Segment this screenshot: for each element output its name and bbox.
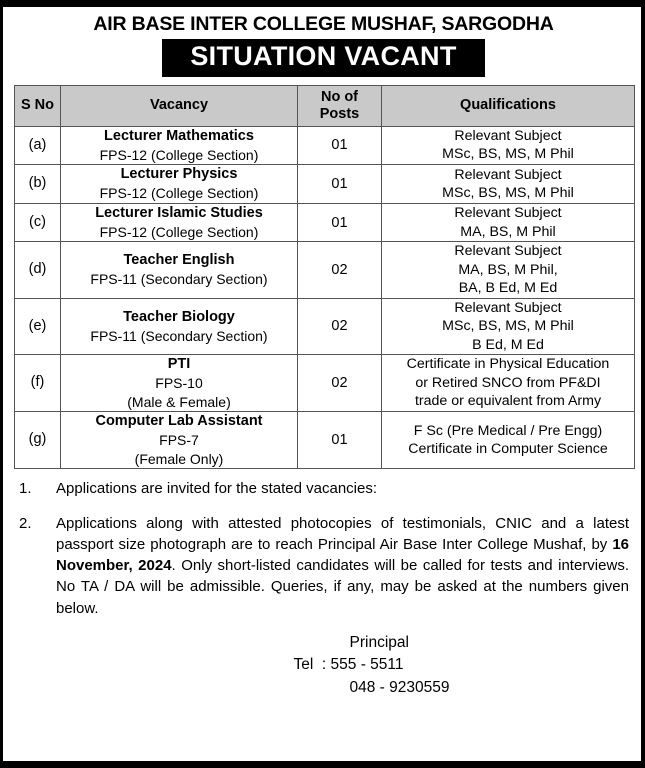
column-header-posts-line2: Posts xyxy=(319,105,360,122)
vacancy-table xyxy=(14,85,635,470)
vacancy-title: Teacher English xyxy=(123,252,235,269)
vacancy-subtitle: FPS-10 xyxy=(155,375,203,392)
row-vacancy xyxy=(61,165,298,204)
page-inner xyxy=(3,7,641,761)
row-sno: (f) xyxy=(15,355,61,412)
row-qualifications xyxy=(382,242,635,298)
vacancy-subtitle: FPS-12 (College Section) xyxy=(99,223,259,240)
qualification-line: Certificate in Physical Education xyxy=(406,356,610,373)
vacancy-title: Lecturer Physics xyxy=(120,166,238,183)
row-vacancy xyxy=(61,203,298,242)
notice-body xyxy=(19,478,629,619)
row-posts: 02 xyxy=(298,242,382,298)
row-qualifications xyxy=(382,298,635,354)
row-qualifications xyxy=(382,126,635,165)
table-header-row xyxy=(15,85,635,126)
paragraph-text-before: Applications are invited for the stated vacancies: xyxy=(56,480,378,498)
table-row xyxy=(15,355,635,412)
qualification-line: Relevant Subject xyxy=(454,127,562,144)
paragraph-number: 1. xyxy=(19,480,32,498)
qualification-line: MSc, BS, MS, M Phil xyxy=(442,184,574,201)
table-row xyxy=(15,298,635,354)
vacancy-subtitle: FPS-7 xyxy=(159,432,199,449)
qualification-line: Relevant Subject xyxy=(454,243,562,260)
paragraph-text-after: . Only short-listed candidates will be called for tests and interviews. No TA / DA will be admissible. Queries, if any, may be asked at the numbers given below. xyxy=(56,557,629,617)
row-posts: 01 xyxy=(298,126,382,165)
vacancy-title: Lecturer Islamic Studies xyxy=(95,204,263,221)
table-row xyxy=(15,126,635,165)
qualification-line: Certificate in Computer Science xyxy=(408,441,608,458)
banner-container xyxy=(14,39,633,76)
paragraph-number: 2. xyxy=(19,514,32,532)
row-qualifications xyxy=(382,203,635,242)
row-posts: 01 xyxy=(298,203,382,242)
paragraph-2 xyxy=(19,513,629,619)
vacancy-subtitle: FPS-11 (Secondary Section) xyxy=(90,271,268,288)
qualification-line: MA, BS, M Phil xyxy=(460,223,556,240)
signature-principal: Principal xyxy=(349,634,409,651)
row-sno: (a) xyxy=(15,126,61,165)
paragraph-1 xyxy=(19,478,629,499)
vacancy-subtitle-2: (Female Only) xyxy=(134,450,224,467)
row-posts: 02 xyxy=(298,298,382,354)
qualification-line: or Retired SNCO from PF&DI xyxy=(415,374,601,391)
row-vacancy xyxy=(61,412,298,469)
situation-vacant-banner: SITUATION VACANT xyxy=(162,39,484,76)
tel-number-2: 048 - 9230559 xyxy=(349,678,450,696)
qualification-line: MSc, BS, MS, M Phil xyxy=(442,146,574,163)
vacancy-title: Teacher Biology xyxy=(123,308,235,325)
qualification-line: Relevant Subject xyxy=(454,166,562,183)
row-posts: 01 xyxy=(298,412,382,469)
qualification-line: F Sc (Pre Medical / Pre Engg) xyxy=(413,422,603,439)
signature-inner xyxy=(294,632,450,699)
row-vacancy xyxy=(61,126,298,165)
tel-label: Tel : xyxy=(293,656,331,674)
qualification-line: trade or equivalent from Army xyxy=(414,393,602,410)
row-sno: (g) xyxy=(15,412,61,469)
column-header-posts-line1: No of xyxy=(320,88,359,105)
table-row xyxy=(15,203,635,242)
column-header-sno: S No xyxy=(15,85,61,126)
row-qualifications xyxy=(382,412,635,469)
vacancy-title: Computer Lab Assistant xyxy=(95,413,263,430)
paragraph-text-before: Applications along with attested photocopies of testimonials, CNIC and a latest passport size photograph are to reach Principal Air Base Inter College Mushaf, by xyxy=(56,514,629,553)
tel-number-1: 555 - 5511 xyxy=(330,656,404,674)
row-posts: 02 xyxy=(298,355,382,412)
qualification-line: MA, BS, M Phil, xyxy=(458,261,558,278)
table-row xyxy=(15,165,635,204)
column-header-vacancy: Vacancy xyxy=(61,85,298,126)
vacancy-subtitle-2: (Male & Female) xyxy=(127,393,231,410)
deadline-date: 16 November, 2024 xyxy=(56,535,629,575)
vacancy-subtitle: FPS-12 (College Section) xyxy=(99,185,259,202)
signature-tel-row-2 xyxy=(294,677,450,699)
vacancy-subtitle: FPS-12 (College Section) xyxy=(99,146,259,163)
row-qualifications xyxy=(382,165,635,204)
row-sno: (e) xyxy=(15,298,61,354)
qualification-line: Relevant Subject xyxy=(454,299,562,316)
signature-block xyxy=(14,632,633,699)
vacancy-title: PTI xyxy=(167,356,191,373)
row-sno: (b) xyxy=(15,165,61,204)
paragraph-text xyxy=(56,513,629,619)
column-header-qualifications: Qualifications xyxy=(382,85,635,126)
qualification-line: Relevant Subject xyxy=(454,205,562,222)
signature-tel-row-1 xyxy=(294,654,450,676)
vacancy-title: Lecturer Mathematics xyxy=(104,127,254,144)
row-posts: 01 xyxy=(298,165,382,204)
row-sno: (d) xyxy=(15,242,61,298)
row-vacancy xyxy=(61,355,298,412)
table-body xyxy=(15,126,635,469)
qualification-line: BA, B Ed, M Ed xyxy=(458,280,558,297)
paragraph-text xyxy=(56,478,629,499)
row-vacancy xyxy=(61,242,298,298)
organization-title: AIR BASE INTER COLLEGE MUSHAF, SARGODHA xyxy=(93,13,554,35)
qualification-line: MSc, BS, MS, M Phil xyxy=(442,318,574,335)
row-vacancy xyxy=(61,298,298,354)
row-qualifications xyxy=(382,355,635,412)
row-sno: (c) xyxy=(15,203,61,242)
table-row xyxy=(15,412,635,469)
table-row xyxy=(15,242,635,298)
qualification-line: B Ed, M Ed xyxy=(472,336,544,353)
table-header xyxy=(15,85,635,126)
column-header-posts xyxy=(298,85,382,126)
vacancy-subtitle: FPS-11 (Secondary Section) xyxy=(90,327,268,344)
